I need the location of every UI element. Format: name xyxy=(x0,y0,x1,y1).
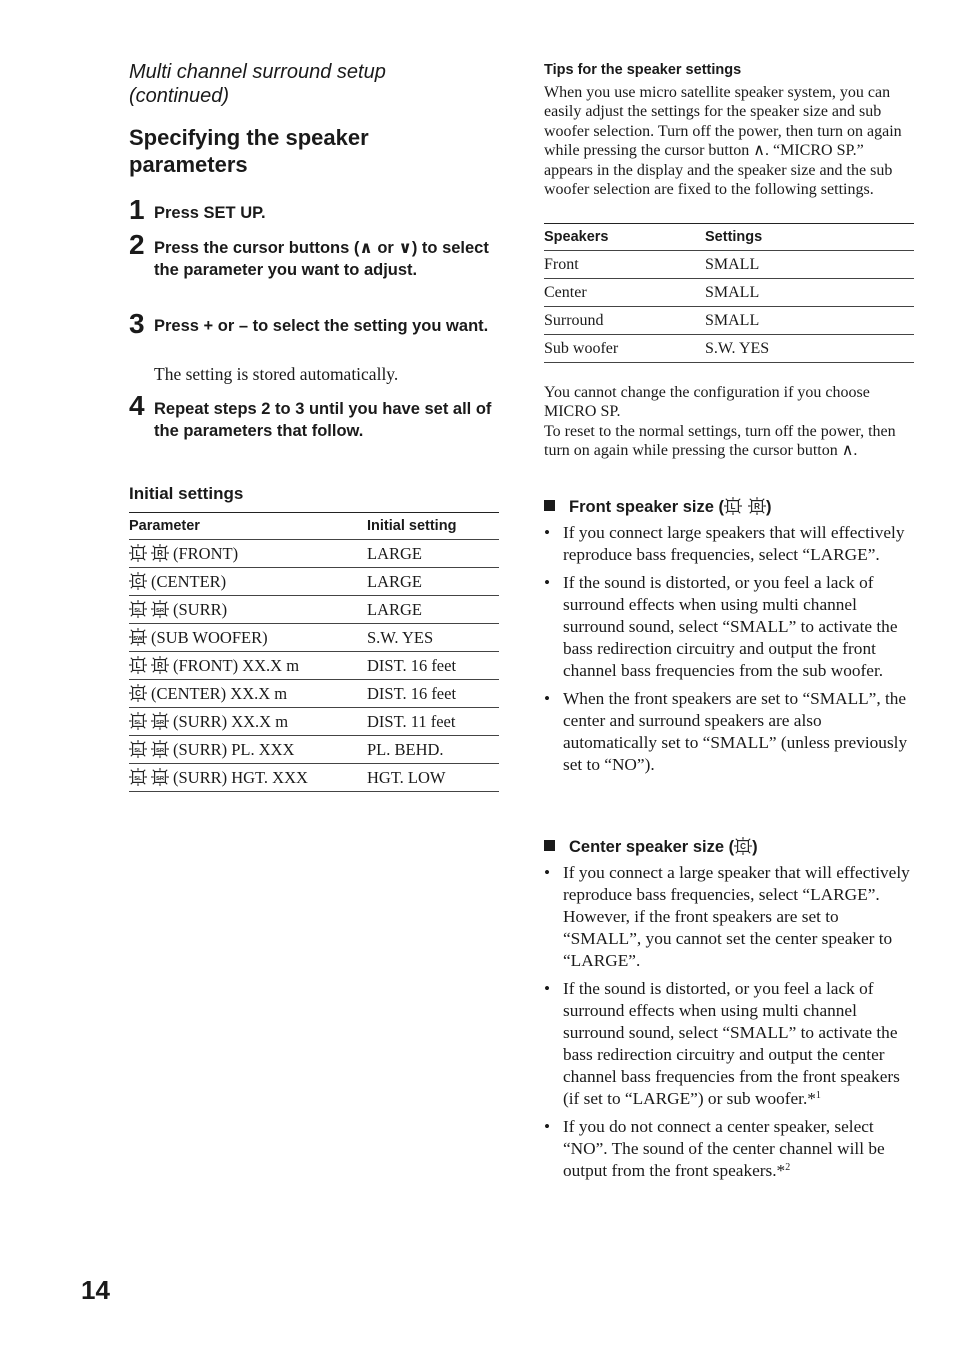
column-header-parameter: Parameter xyxy=(129,513,367,540)
square-bullet-icon xyxy=(544,500,555,511)
bullet-text: When the front speakers are set to “SMALL”, the center and surround speakers are also automatically set to “SMALL” (unless previously set to “NO”). xyxy=(563,689,908,774)
svg-text:L: L xyxy=(135,660,141,670)
speaker-l-icon xyxy=(129,544,147,562)
table-row xyxy=(129,764,499,792)
square-bullet-icon xyxy=(544,840,555,851)
parameter-cell xyxy=(129,540,367,568)
bullet-text: If the sound is distorted, or you feel a lack of surround effects when using multi channel surround sound, select “SMALL” to activate the bass redirection circuitry and output the center channel bass frequencies from the front speakers (if set to “LARGE”) or sub woofer.* xyxy=(563,979,900,1108)
svg-text:SR: SR xyxy=(155,747,165,754)
table-row xyxy=(129,540,499,568)
speaker-l-icon xyxy=(129,656,147,674)
parameter-cell xyxy=(129,680,367,708)
step-number: 4 xyxy=(129,390,145,421)
speaker-sl-icon xyxy=(129,740,147,758)
table-row xyxy=(129,736,499,764)
step-text: Press + or – to select the setting you want. xyxy=(154,317,489,335)
step-text: Press SET UP. xyxy=(154,204,266,222)
table-row xyxy=(129,652,499,680)
page-title-line1: Specifying the speaker xyxy=(129,125,369,150)
svg-text:R: R xyxy=(754,502,760,512)
column-header-speakers: Speakers xyxy=(544,224,705,251)
parameter-cell xyxy=(129,568,367,596)
list-item xyxy=(544,1116,914,1182)
svg-text:SW: SW xyxy=(133,635,143,642)
step-number: 3 xyxy=(129,308,145,339)
svg-text:C: C xyxy=(135,576,141,586)
step-number: 1 xyxy=(129,194,145,225)
heading-suffix: ) xyxy=(765,498,772,516)
table-header-row xyxy=(544,224,914,251)
page-number: 14 xyxy=(81,1275,110,1305)
section-subtitle-line2: (continued) xyxy=(129,85,230,107)
speaker-sl-icon xyxy=(129,600,147,618)
table-row xyxy=(544,335,914,363)
svg-text:SL: SL xyxy=(134,607,142,614)
parameter-label: (SURR) PL. XXX xyxy=(173,739,295,759)
table-row xyxy=(544,251,914,279)
bullet-icon: • xyxy=(544,1117,551,1136)
page-title xyxy=(129,124,489,178)
initial-setting-cell: S.W. YES xyxy=(367,624,499,652)
speaker-l-icon xyxy=(724,497,742,515)
front-speaker-bullets xyxy=(544,522,914,782)
svg-text:SR: SR xyxy=(155,719,165,726)
center-speaker-heading xyxy=(544,836,758,858)
bullet-icon: • xyxy=(544,523,551,542)
parameter-cell xyxy=(129,736,367,764)
setting-cell: S.W. YES xyxy=(705,335,914,363)
svg-text:C: C xyxy=(135,688,141,698)
bullet-text: If you do not connect a center speaker, select “NO”. The sound of the center channel will be output from the front speakers.* xyxy=(563,1117,885,1180)
svg-text:L: L xyxy=(135,548,141,558)
svg-text:SL: SL xyxy=(134,775,142,782)
speaker-sl-icon xyxy=(129,712,147,730)
parameter-label: (SURR) xyxy=(173,599,228,619)
speaker-r-icon xyxy=(151,656,169,674)
footnote-marker: 1 xyxy=(815,1090,821,1101)
tips-note xyxy=(544,383,919,461)
initial-setting-cell: LARGE xyxy=(367,596,499,624)
svg-text:R: R xyxy=(157,660,163,670)
bullet-icon: • xyxy=(544,573,551,592)
step-text: Repeat steps 2 to 3 until you have set all of the parameters that follow. xyxy=(154,400,492,440)
initial-setting-cell: DIST. 11 feet xyxy=(367,708,499,736)
setting-cell: SMALL xyxy=(705,307,914,335)
speaker-sr-icon xyxy=(151,740,169,758)
initial-setting-cell: PL. BEHD. xyxy=(367,736,499,764)
tips-table-body xyxy=(544,251,914,363)
initial-setting-cell: LARGE xyxy=(367,568,499,596)
parameter-cell xyxy=(129,596,367,624)
footnote-marker: 2 xyxy=(785,1162,791,1173)
front-speaker-heading xyxy=(544,496,771,518)
speaker-cell: Sub woofer xyxy=(544,335,705,363)
svg-text:SL: SL xyxy=(134,747,142,754)
speaker-c-icon xyxy=(734,837,752,855)
speaker-sw-icon xyxy=(129,628,147,646)
bullet-text: If you connect a large speaker that will effectively reproduce bass frequencies, select “LARGE”. However, if the front speakers are set to “SMALL”, you cannot set the center speaker to “LARGE”. xyxy=(563,863,910,970)
tips-table xyxy=(544,223,914,363)
speaker-sr-icon xyxy=(151,768,169,786)
bullet-text: If the sound is distorted, or you feel a lack of surround effects when using multi channel surround sound, select “SMALL” to activate the bass redirection circuitry and output the front channel bass frequencies from the sub woofer. xyxy=(563,573,898,680)
parameter-cell xyxy=(129,652,367,680)
parameter-label: (FRONT) XX.X m xyxy=(173,655,300,675)
speaker-sr-icon xyxy=(151,712,169,730)
tips-note-line2: To reset to the normal settings, turn off the power, then turn on again while pressing the cursor button ∧. xyxy=(544,422,896,460)
table-row xyxy=(129,708,499,736)
initial-setting-cell: HGT. LOW xyxy=(367,764,499,792)
speaker-r-icon xyxy=(151,544,169,562)
svg-text:SR: SR xyxy=(155,775,165,782)
speaker-sl-icon xyxy=(129,768,147,786)
section-subtitle xyxy=(129,60,489,108)
parameter-cell xyxy=(129,624,367,652)
initial-setting-cell: DIST. 16 feet xyxy=(367,652,499,680)
speaker-sr-icon xyxy=(151,600,169,618)
parameter-label: (SUB WOOFER) xyxy=(151,627,268,647)
list-item xyxy=(544,572,914,682)
table-row xyxy=(129,568,499,596)
bullet-text: If you connect large speakers that will effectively reproduce bass frequencies, select “LARGE”. xyxy=(563,523,905,564)
parameter-label: (FRONT) xyxy=(173,543,239,563)
tips-note-line1: You cannot change the configuration if you choose MICRO SP. xyxy=(544,384,870,421)
section-subtitle-line1: Multi channel surround setup xyxy=(129,61,386,83)
bullet-icon: • xyxy=(544,979,551,998)
column-header-initial-setting: Initial setting xyxy=(367,513,499,540)
speaker-icons xyxy=(734,838,752,856)
svg-text:C: C xyxy=(740,842,747,852)
table-row xyxy=(129,624,499,652)
parameter-label: (CENTER) XX.X m xyxy=(151,683,288,703)
speaker-cell: Center xyxy=(544,279,705,307)
svg-text:L: L xyxy=(730,502,736,512)
initial-settings-title: Initial settings xyxy=(129,484,244,503)
table-row xyxy=(129,596,499,624)
parameter-cell xyxy=(129,764,367,792)
parameter-label: (CENTER) xyxy=(151,571,227,591)
bullet-icon: • xyxy=(544,863,551,882)
table-row xyxy=(129,680,499,708)
list-item xyxy=(544,978,914,1110)
page-title-line2: parameters xyxy=(129,152,248,177)
table-row xyxy=(544,279,914,307)
initial-settings-table xyxy=(129,512,499,792)
list-item xyxy=(544,522,914,566)
heading-suffix: ) xyxy=(752,838,758,856)
parameter-cell xyxy=(129,708,367,736)
speaker-c-icon xyxy=(129,684,147,702)
step-number: 2 xyxy=(129,229,145,260)
initial-setting-cell: DIST. 16 feet xyxy=(367,680,499,708)
table-header-row xyxy=(129,513,499,540)
bullet-icon: • xyxy=(544,689,551,708)
initial-settings-body xyxy=(129,540,499,792)
heading-text: Center speaker size ( xyxy=(569,838,735,856)
speaker-r-icon xyxy=(748,497,766,515)
list-item xyxy=(544,862,914,972)
setting-cell: SMALL xyxy=(705,251,914,279)
speaker-c-icon xyxy=(129,572,147,590)
step-text: Press the cursor buttons (∧ or ∨) to select the parameter you want to adjust. xyxy=(154,239,489,279)
column-header-settings: Settings xyxy=(705,224,914,251)
step-note: The setting is stored automatically. xyxy=(154,364,399,384)
speaker-icons xyxy=(724,498,766,516)
setting-cell: SMALL xyxy=(705,279,914,307)
speaker-cell: Front xyxy=(544,251,705,279)
parameter-label: (SURR) HGT. XXX xyxy=(173,767,308,787)
table-row xyxy=(544,307,914,335)
heading-text: Front speaker size ( xyxy=(569,498,724,516)
svg-text:SL: SL xyxy=(134,719,142,726)
parameter-label: (SURR) XX.X m xyxy=(173,711,289,731)
center-speaker-bullets xyxy=(544,862,914,1188)
svg-text:R: R xyxy=(157,548,163,558)
svg-text:SR: SR xyxy=(155,607,165,614)
initial-setting-cell: LARGE xyxy=(367,540,499,568)
speaker-cell: Surround xyxy=(544,307,705,335)
tips-body: When you use micro satellite speaker system, you can easily adjust the settings for the speaker size and sub woofer selection. Turn off the power, then turn on again while pressing the cursor button ∧. “MICRO SP.” appears in the display and the speaker size and the sub woofer selection are fixed to the following settings. xyxy=(544,84,902,199)
list-item xyxy=(544,688,914,776)
tips-title: Tips for the speaker settings xyxy=(544,62,742,78)
